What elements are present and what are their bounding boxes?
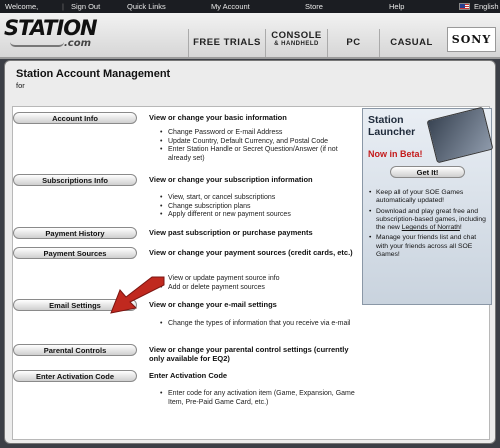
launcher-title-line1: Station (368, 114, 404, 126)
nav-pc[interactable]: PC (327, 29, 379, 57)
page-title: Station Account Management (16, 68, 171, 80)
payment-sources-list (168, 275, 358, 292)
launcher-screenshot (427, 107, 494, 164)
list-item: • Update Country, Default Currency, and Postal Code (168, 138, 358, 147)
list-item: • Add or delete payment sources (168, 284, 358, 293)
launcher-features (369, 189, 489, 261)
nav-console-sub: & HANDHELD (274, 41, 319, 47)
list-item: • Change Password or E-mail Address (168, 129, 358, 138)
email-settings-list (168, 320, 358, 329)
us-flag-icon[interactable] (459, 3, 470, 10)
list-item: • Enter Station Handle or Secret Question/Answer (if not already set) (168, 146, 358, 163)
nav-console-handheld[interactable] (265, 29, 327, 57)
activation-code-heading: Enter Activation Code (149, 371, 228, 380)
my-account-link[interactable]: My Account (211, 2, 250, 11)
station-logo[interactable] (4, 16, 122, 54)
list-item: • Change the types of information that you receive via e-mail (168, 320, 358, 329)
nav-free-trials[interactable]: FREE TRIALS (188, 29, 265, 57)
email-settings-button[interactable]: Email Settings (13, 299, 137, 311)
feature-text: Download and play great free and subscription-based games, including the new (376, 207, 486, 232)
list-item: • Manage your friends list and chat with your friends across all SOE Games! (369, 234, 489, 259)
sony-logo[interactable]: SONY (447, 27, 496, 52)
list-item: • Enter code for any activation item (Game, Expansion, Game Item, Pre-Paid Game Card, etc.) (168, 390, 358, 407)
store-link[interactable]: Store (305, 2, 323, 11)
station-launcher-promo (362, 108, 492, 305)
subscriptions-info-heading: View or change your subscription information (149, 175, 313, 184)
list-item: • View, start, or cancel subscriptions (168, 194, 358, 203)
top-bar (0, 0, 500, 13)
activation-code-list (168, 390, 358, 407)
payment-history-heading: View past subscription or purchase payments (149, 228, 313, 237)
list-item (369, 208, 489, 233)
site-header (0, 13, 500, 59)
get-it-button[interactable]: Get It! (390, 166, 465, 178)
account-info-heading: View or change your basic information (149, 113, 287, 122)
logo-main-text: STATION (4, 16, 97, 40)
welcome-text: Welcome, (5, 2, 39, 11)
parental-controls-heading: View or change your parental control settings (currently only available for EQ2) (149, 345, 349, 363)
red-arrow-icon (108, 275, 166, 317)
parental-controls-button[interactable]: Parental Controls (13, 344, 137, 356)
nav-casual[interactable]: CASUAL (379, 29, 443, 57)
sign-out-link[interactable]: Sign Out (71, 2, 101, 11)
payment-history-button[interactable]: Payment History (13, 227, 137, 239)
account-info-list (168, 129, 358, 163)
divider: | (62, 2, 64, 11)
list-item: • View or update payment source info (168, 275, 358, 284)
logo-swoosh (10, 42, 64, 47)
list-item: • Change subscription plans (168, 203, 358, 212)
logo-sub-text: .com (64, 38, 92, 49)
subscriptions-info-button[interactable]: Subscriptions Info (13, 174, 137, 186)
account-for-label: for (16, 81, 25, 90)
email-settings-heading: View or change your e-mail settings (149, 300, 277, 309)
launcher-title (368, 114, 415, 138)
list-item: • Apply different or new payment sources (168, 211, 358, 220)
beta-label: Now in Beta! (368, 149, 423, 159)
payment-sources-button[interactable]: Payment Sources (13, 247, 137, 259)
account-info-button[interactable]: Account Info (13, 112, 137, 124)
enter-activation-code-button[interactable]: Enter Activation Code (13, 370, 137, 382)
language-link[interactable]: English (474, 2, 499, 11)
subscriptions-info-list (168, 194, 358, 220)
feature-text-end: ! (459, 224, 462, 232)
launcher-title-line2: Launcher (368, 126, 416, 138)
quick-links-link[interactable]: Quick Links (127, 2, 166, 11)
help-link[interactable]: Help (389, 2, 405, 11)
list-item: • Keep all of your SOE Games automatically updated! (369, 189, 489, 206)
nav-console-label: CONSOLE (271, 30, 322, 41)
legends-of-norrath-link[interactable]: Legends of Norrath (401, 224, 460, 232)
payment-sources-heading: View or change your payment sources (credit cards, etc.) (149, 248, 353, 257)
